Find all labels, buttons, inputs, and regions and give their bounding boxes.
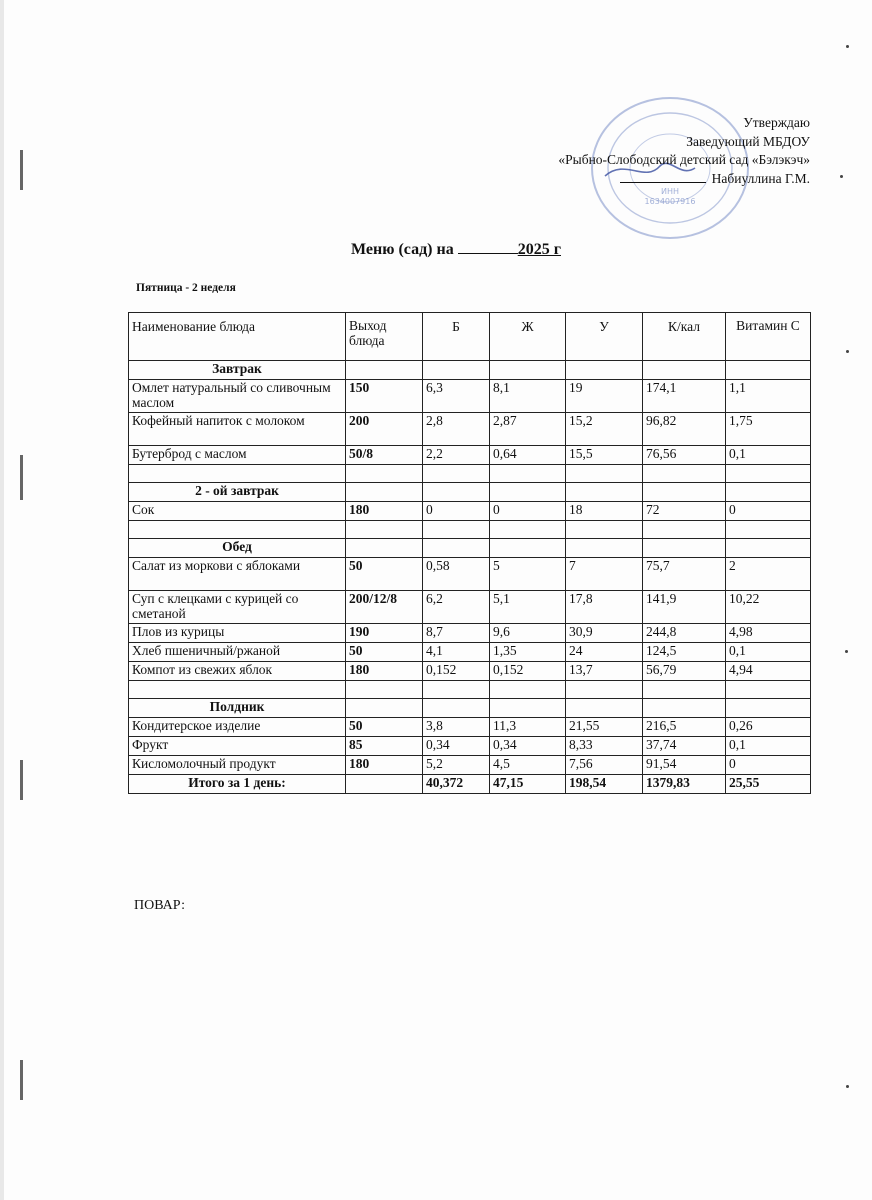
dish-name: Плов из курицы [129,624,346,643]
approval-block [558,114,810,188]
section-row-breakfast [129,361,811,380]
header-carbs: У [566,313,643,361]
dish-name: Бутерброд с маслом [129,446,346,465]
dish-vitamin: 1,1 [726,380,811,413]
dish-yield: 50/8 [346,446,423,465]
signature-name: Набиуллина Г.М. [711,170,810,186]
dish-protein: 2,2 [423,446,490,465]
blank-row [129,681,811,699]
dish-name: Кондитерское изделие [129,718,346,737]
dish-kcal: 91,54 [643,756,726,775]
dish-carbs: 7,56 [566,756,643,775]
scan-edge [0,0,4,1200]
dish-vitamin: 1,75 [726,413,811,446]
dish-kcal: 76,56 [643,446,726,465]
dish-name: Салат из моркови с яблоками [129,558,346,591]
total-protein: 40,372 [423,775,490,794]
dish-carbs: 17,8 [566,591,643,624]
table-row [129,446,811,465]
dish-kcal: 124,5 [643,643,726,662]
blank-row [129,465,811,483]
table-row [129,756,811,775]
dish-protein: 2,8 [423,413,490,446]
dish-protein: 4,1 [423,643,490,662]
dish-yield: 190 [346,624,423,643]
dish-vitamin: 0,26 [726,718,811,737]
dish-kcal: 37,74 [643,737,726,756]
dish-yield: 50 [346,558,423,591]
dish-fat: 9,6 [490,624,566,643]
table-row [129,380,811,413]
dish-yield: 200/12/8 [346,591,423,624]
dish-vitamin: 0,1 [726,446,811,465]
dish-carbs: 8,33 [566,737,643,756]
dish-protein: 6,2 [423,591,490,624]
dish-kcal: 216,5 [643,718,726,737]
dish-vitamin: 4,94 [726,662,811,681]
dish-yield: 180 [346,756,423,775]
cook-label: ПОВАР: [134,898,185,913]
table-row [129,413,811,446]
dish-kcal: 141,9 [643,591,726,624]
binder-hole-mark [20,150,23,190]
table-row [129,558,811,591]
dish-carbs: 30,9 [566,624,643,643]
date-blank-line [458,253,518,254]
section-row-lunch [129,539,811,558]
dish-yield: 180 [346,662,423,681]
scan-speck [846,350,849,353]
dish-name: Кисломолочный продукт [129,756,346,775]
table-row [129,624,811,643]
dish-carbs: 19 [566,380,643,413]
dish-vitamin: 10,22 [726,591,811,624]
dish-yield: 85 [346,737,423,756]
table-row [129,643,811,662]
dish-carbs: 15,2 [566,413,643,446]
dish-protein: 0 [423,502,490,521]
title-prefix: Меню (сад) на [351,241,454,258]
dish-fat: 11,3 [490,718,566,737]
dish-yield: 150 [346,380,423,413]
total-fat: 47,15 [490,775,566,794]
binder-hole-mark [20,760,23,800]
dish-fat: 2,87 [490,413,566,446]
dish-kcal: 244,8 [643,624,726,643]
dish-protein: 8,7 [423,624,490,643]
dish-kcal: 96,82 [643,413,726,446]
header-yield: Выход блюда [346,313,423,361]
day-label: Пятница - 2 неделя [136,282,236,294]
section-title: Полдник [129,699,346,718]
table-row [129,502,811,521]
approval-signature [558,170,810,189]
dish-kcal: 56,79 [643,662,726,681]
dish-fat: 0,64 [490,446,566,465]
dish-protein: 0,34 [423,737,490,756]
section-row-second-breakfast [129,483,811,502]
section-title: Завтрак [129,361,346,380]
dish-protein: 5,2 [423,756,490,775]
dish-fat: 5,1 [490,591,566,624]
dish-kcal: 72 [643,502,726,521]
dish-yield: 200 [346,413,423,446]
dish-vitamin: 2 [726,558,811,591]
dish-fat: 0 [490,502,566,521]
table-row [129,591,811,624]
dish-vitamin: 0 [726,756,811,775]
dish-name: Суп с клецками с курицей со сметаной [129,591,346,624]
dish-carbs: 7 [566,558,643,591]
binder-hole-mark [20,455,23,500]
scan-speck [840,175,843,178]
dish-carbs: 24 [566,643,643,662]
scan-speck [846,45,849,48]
dish-fat: 4,5 [490,756,566,775]
header-protein: Б [423,313,490,361]
approval-line-2: Заведующий МБДОУ [686,133,810,149]
section-row-snack [129,699,811,718]
dish-name: Фрукт [129,737,346,756]
dish-fat: 0,152 [490,662,566,681]
dish-fat: 1,35 [490,643,566,662]
title-year: 2025 г [517,241,561,258]
total-kcal: 1379,83 [643,775,726,794]
binder-hole-mark [20,1060,23,1100]
dish-name: Хлеб пшеничный/ржаной [129,643,346,662]
dish-name: Компот из свежих яблок [129,662,346,681]
total-carbs: 198,54 [566,775,643,794]
signature-line [620,182,706,183]
table-row [129,737,811,756]
dish-vitamin: 0,1 [726,643,811,662]
table-row [129,718,811,737]
dish-yield: 50 [346,718,423,737]
dish-name: Сок [129,502,346,521]
approval-line-1: Утверждаю [743,115,810,130]
header-vitamin: Витамин С [726,313,811,361]
table-header-row [129,313,811,361]
total-vitamin: 25,55 [726,775,811,794]
section-title: 2 - ой завтрак [129,483,346,502]
table-row [129,662,811,681]
dish-protein: 3,8 [423,718,490,737]
dish-fat: 5 [490,558,566,591]
blank-row [129,521,811,539]
stamp-inn: 1634007916 [644,197,696,206]
section-title: Обед [129,539,346,558]
dish-protein: 0,152 [423,662,490,681]
dish-vitamin: 0,1 [726,737,811,756]
dish-vitamin: 0 [726,502,811,521]
dish-name: Омлет натуральный со сливочным маслом [129,380,346,413]
dish-carbs: 18 [566,502,643,521]
header-kcal: К/кал [643,313,726,361]
dish-kcal: 174,1 [643,380,726,413]
header-name: Наименование блюда [129,313,346,361]
dish-carbs: 13,7 [566,662,643,681]
dish-vitamin: 4,98 [726,624,811,643]
dish-carbs: 15,5 [566,446,643,465]
scan-speck [845,650,848,653]
page-title [0,241,872,259]
dish-kcal: 75,7 [643,558,726,591]
scan-speck [846,1085,849,1088]
dish-carbs: 21,55 [566,718,643,737]
total-yield-empty [346,775,423,794]
dish-name: Кофейный напиток с молоком [129,413,346,446]
dish-fat: 8,1 [490,380,566,413]
stamp-inn-label: ИНН [660,187,680,196]
dish-yield: 50 [346,643,423,662]
dish-yield: 180 [346,502,423,521]
header-fat: Ж [490,313,566,361]
dish-protein: 6,3 [423,380,490,413]
dish-fat: 0,34 [490,737,566,756]
menu-table [128,312,811,794]
total-label: Итого за 1 день: [129,775,346,794]
dish-protein: 0,58 [423,558,490,591]
total-row [129,775,811,794]
approval-line-3: «Рыбно-Слободский детский сад «Бэлэкэч» [558,152,810,167]
